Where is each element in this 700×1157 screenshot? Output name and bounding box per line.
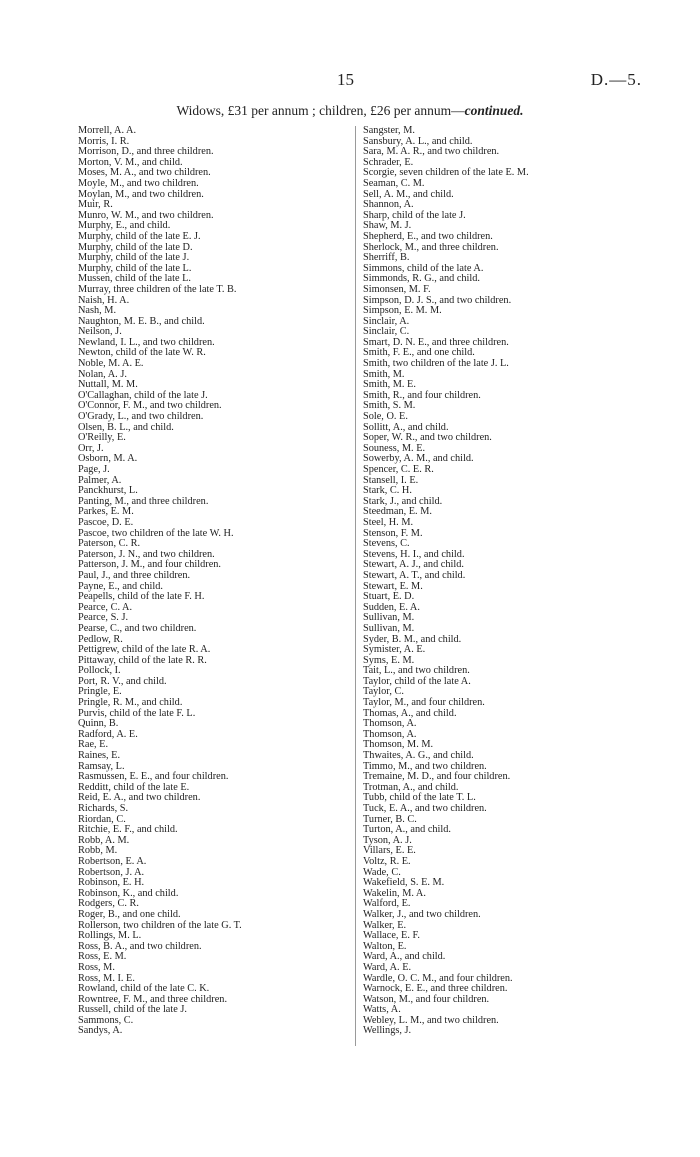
beneficiary-entry: Wakefield, S. E. M. bbox=[363, 877, 445, 889]
beneficiary-entry: Ross, M. bbox=[78, 961, 115, 973]
beneficiary-entry: Ritchie, E. F., and child. bbox=[78, 824, 178, 836]
page-number: 15 bbox=[337, 70, 354, 89]
beneficiary-entry: Raines, E. bbox=[78, 750, 121, 762]
beneficiary-entry: Pringle, E. bbox=[78, 686, 122, 698]
beneficiary-entry: Rollerson, two children of the late G. T. bbox=[78, 919, 242, 931]
beneficiary-entry: Sandys, A. bbox=[78, 1025, 123, 1037]
beneficiary-entry: Timmo, M., and two children. bbox=[363, 760, 487, 772]
beneficiary-entry: Purvis, child of the late F. L. bbox=[78, 707, 196, 719]
beneficiary-entry: Warnock, E. E., and three children. bbox=[363, 983, 508, 995]
beneficiary-entry: Smith, R., and four children. bbox=[363, 389, 481, 401]
beneficiary-entry: Osborn, M. A. bbox=[78, 453, 138, 465]
beneficiary-entry: Robertson, E. A. bbox=[78, 855, 147, 867]
beneficiary-entry: Pearse, C., and two children. bbox=[78, 622, 197, 634]
beneficiary-entry: Morris, I. R. bbox=[78, 135, 130, 147]
beneficiary-entry: Pedlow, R. bbox=[78, 633, 123, 645]
beneficiary-entry: Walton, E. bbox=[363, 940, 407, 952]
beneficiary-entry: Simmonds, R. G., and child. bbox=[363, 273, 480, 285]
beneficiary-entry: Neilson, J. bbox=[78, 326, 122, 338]
beneficiary-entry: Ward, A., and child. bbox=[363, 951, 446, 963]
beneficiary-entry: Morrison, D., and three children. bbox=[78, 146, 214, 158]
beneficiary-entry: Sowerby, A. M., and child. bbox=[363, 453, 474, 465]
beneficiary-entry: Sollitt, A., and child. bbox=[363, 421, 449, 433]
beneficiary-entry: Turton, A., and child. bbox=[363, 824, 452, 836]
beneficiary-entry: Ross, B. A., and two children. bbox=[78, 940, 202, 952]
beneficiary-entry: Murphy, child of the late E. J. bbox=[78, 230, 201, 242]
beneficiary-entry: Orr, J. bbox=[78, 442, 104, 454]
beneficiary-entry: Panting, M., and three children. bbox=[78, 495, 209, 507]
beneficiary-entry: Sudden, E. A. bbox=[363, 601, 420, 613]
beneficiary-entry: Voltz, R. E. bbox=[363, 855, 411, 867]
beneficiary-entry: Muir, R. bbox=[78, 199, 113, 211]
beneficiary-entry: Simmons, child of the late A. bbox=[363, 262, 484, 274]
beneficiary-entry: Sherlock, M., and three children. bbox=[363, 241, 499, 253]
beneficiary-entry: Wakelin, M. A. bbox=[363, 887, 426, 899]
beneficiary-entry: Robb, A. M. bbox=[78, 834, 130, 846]
beneficiary-entry: Riordan, C. bbox=[78, 813, 126, 825]
beneficiary-entry: Murphy, E., and child. bbox=[78, 220, 171, 232]
beneficiary-entry: Wade, C. bbox=[363, 866, 401, 878]
beneficiary-entry: Peapells, child of the late F. H. bbox=[78, 591, 205, 603]
beneficiary-entry: Thomson, A. bbox=[363, 728, 417, 740]
beneficiary-entry: Nolan, A. J. bbox=[78, 368, 127, 380]
beneficiary-entry: Stenson, F. M. bbox=[363, 527, 423, 539]
beneficiary-entry: Nash, M. bbox=[78, 305, 117, 317]
beneficiary-entry: Pearce, C. A. bbox=[78, 601, 133, 613]
beneficiary-entry: Wallace, E. F. bbox=[363, 930, 420, 942]
beneficiary-entry: Symister, A. E. bbox=[363, 644, 426, 656]
beneficiary-entry: Naughton, M. E. B., and child. bbox=[78, 315, 205, 327]
document-reference: D.—5. bbox=[590, 70, 642, 89]
beneficiary-entry: Naish, H. A. bbox=[78, 294, 130, 306]
beneficiary-entry: Roger, B., and one child. bbox=[78, 908, 181, 920]
beneficiary-entry: Nuttall, M. M. bbox=[78, 379, 138, 391]
beneficiary-entry: Sangster, M. bbox=[363, 125, 415, 136]
beneficiary-entry: Murray, three children of the late T. B. bbox=[78, 283, 237, 295]
beneficiary-entry: Sara, M. A. R., and two children. bbox=[363, 146, 500, 158]
beneficiary-entry: Rae, E. bbox=[78, 739, 109, 751]
beneficiary-entry: Sharp, child of the late J. bbox=[363, 209, 466, 221]
beneficiary-entry: Russell, child of the late J. bbox=[78, 1004, 187, 1016]
beneficiary-entry: Stansell, I. E. bbox=[363, 474, 419, 486]
beneficiary-entry: Shaw, M. J. bbox=[363, 220, 412, 232]
beneficiary-entry: Turner, B. C. bbox=[363, 813, 417, 825]
beneficiary-entry: Patterson, J. M., and four children. bbox=[78, 559, 221, 571]
beneficiary-entry: Taylor, M., and four children. bbox=[363, 697, 485, 709]
beneficiary-entry: Syder, B. M., and child. bbox=[363, 633, 462, 645]
beneficiary-entry: Sansbury, A. L., and child. bbox=[363, 135, 473, 147]
beneficiary-entry: Robb, M. bbox=[78, 845, 118, 857]
section-heading bbox=[0, 103, 700, 119]
beneficiary-entry: Stewart, A. J., and child. bbox=[363, 559, 464, 571]
beneficiary-entry: Shannon, A. bbox=[363, 199, 414, 211]
beneficiary-entry: Noble, M. A. E. bbox=[78, 358, 144, 370]
beneficiary-entry: Newland, I. L., and two children. bbox=[78, 336, 215, 348]
beneficiary-entry: O'Callaghan, child of the late J. bbox=[78, 389, 208, 401]
beneficiary-entry: O'Reilly, E. bbox=[78, 432, 126, 444]
beneficiary-entry: Thomson, A. bbox=[363, 718, 417, 730]
beneficiary-entry: Rollings, M. L. bbox=[78, 930, 142, 942]
beneficiary-entry: Spencer, C. E. R. bbox=[363, 464, 434, 475]
beneficiary-entry: Watts, A. bbox=[363, 1004, 401, 1016]
beneficiary-entry: Stark, C. H. bbox=[363, 485, 412, 497]
beneficiary-entry: Shepherd, E., and two children. bbox=[363, 230, 493, 242]
beneficiary-entry: Tremaine, M. D., and four children. bbox=[363, 771, 511, 783]
beneficiary-entry: Robertson, J. A. bbox=[78, 866, 145, 878]
beneficiary-entry: Smith, M. bbox=[363, 368, 405, 380]
beneficiary-entry: Parkes, E. M. bbox=[78, 506, 134, 518]
beneficiary-entry: Stewart, E. M. bbox=[363, 580, 423, 592]
beneficiary-entry: Morton, V. M., and child. bbox=[78, 156, 183, 168]
beneficiary-entry: Pascoe, D. E. bbox=[78, 516, 134, 528]
beneficiary-entry: Smith, M. E. bbox=[363, 379, 416, 391]
beneficiary-entry: Schrader, E. bbox=[363, 156, 414, 168]
beneficiary-entry: Pittaway, child of the late R. R. bbox=[78, 654, 207, 666]
beneficiary-entry: Rasmussen, E. E., and four children. bbox=[78, 771, 229, 783]
beneficiary-entry: Sinclair, A. bbox=[363, 315, 410, 327]
beneficiary-entry: Paul, J., and three children. bbox=[78, 569, 191, 581]
beneficiary-entry: Tuck, E. A., and two children. bbox=[363, 803, 487, 814]
beneficiary-entry: Villars, E. E. bbox=[363, 845, 416, 857]
beneficiary-entry: Taylor, child of the late A. bbox=[363, 675, 471, 687]
column-divider bbox=[355, 126, 356, 1046]
beneficiary-entry: Newton, child of the late W. R. bbox=[78, 347, 206, 359]
beneficiary-entry: Tait, L., and two children. bbox=[363, 665, 470, 677]
beneficiary-entry: Watson, M., and four children. bbox=[363, 993, 490, 1005]
beneficiary-entry: Paterson, J. N., and two children. bbox=[78, 548, 215, 560]
beneficiary-entry: Tubb, child of the late T. L. bbox=[363, 792, 476, 804]
beneficiary-entry: Sole, O. E. bbox=[363, 411, 408, 423]
beneficiary-entry: Wellings, J. bbox=[363, 1025, 412, 1037]
beneficiary-entry: Soper, W. R., and two children. bbox=[363, 432, 492, 444]
beneficiary-entry: Moyle, M., and two children. bbox=[78, 177, 199, 189]
beneficiary-entry: Radford, A. E. bbox=[78, 728, 138, 740]
section-heading-main: Widows, £31 per annum ; children, £26 per annum— bbox=[176, 103, 465, 118]
beneficiary-entry: Murphy, child of the late J. bbox=[78, 252, 190, 264]
beneficiary-entry: Robinson, K., and child. bbox=[78, 887, 179, 899]
beneficiary-entry: Trotman, A., and child. bbox=[363, 781, 459, 793]
beneficiary-entry: Sullivan, M. bbox=[363, 612, 415, 624]
beneficiary-entry: Thomson, M. M. bbox=[363, 739, 434, 751]
beneficiary-entry: Reid, E. A., and two children. bbox=[78, 792, 201, 804]
beneficiary-entry: Simpson, E. M. M. bbox=[363, 305, 442, 317]
left-name-column bbox=[78, 126, 242, 1037]
beneficiary-entry: Sullivan, M. bbox=[363, 622, 415, 634]
beneficiary-entry: Rodgers, C. R. bbox=[78, 898, 139, 910]
beneficiary-entry: Olsen, B. L., and child. bbox=[78, 421, 174, 433]
beneficiary-entry: Ramsay, L. bbox=[78, 760, 125, 772]
beneficiary-entry: Moses, M. A., and two children. bbox=[78, 167, 211, 179]
beneficiary-entry: Sell, A. M., and child. bbox=[363, 188, 454, 200]
beneficiary-entry: Syms, E. M. bbox=[363, 654, 415, 666]
beneficiary-entry: Murphy, child of the late L. bbox=[78, 262, 192, 274]
beneficiary-entry: O'Connor, F. M., and two children. bbox=[78, 400, 222, 412]
beneficiary-entry: Walford, E. bbox=[363, 898, 411, 910]
beneficiary-entry: Souness, M. E. bbox=[363, 442, 426, 454]
beneficiary-entry: Stark, J., and child. bbox=[363, 495, 443, 507]
beneficiary-entry: Moylan, M., and two children. bbox=[78, 188, 204, 200]
beneficiary-entry: Smith, S. M. bbox=[363, 400, 416, 412]
beneficiary-entry: Smart, D. N. E., and three children. bbox=[363, 336, 509, 348]
beneficiary-entry: Rowland, child of the late C. K. bbox=[78, 983, 210, 995]
beneficiary-entry: Smith, two children of the late J. L. bbox=[363, 358, 509, 370]
beneficiary-entry: Ross, E. M. bbox=[78, 951, 127, 963]
beneficiary-entry: Sherriff, B. bbox=[363, 252, 410, 264]
beneficiary-entry: Sammons, C. bbox=[78, 1014, 134, 1026]
beneficiary-entry: Sinclair, C. bbox=[363, 326, 410, 338]
beneficiary-entry: Payne, E., and child. bbox=[78, 580, 163, 592]
beneficiary-entry: Stevens, C. bbox=[363, 538, 410, 550]
beneficiary-entry: Paterson, C. R. bbox=[78, 538, 141, 550]
beneficiary-entry: Rowntree, F. M., and three children. bbox=[78, 993, 228, 1005]
beneficiary-entry: Pollock, I. bbox=[78, 665, 121, 677]
beneficiary-entry: Murphy, child of the late D. bbox=[78, 241, 193, 253]
beneficiary-entry: O'Grady, L., and two children. bbox=[78, 411, 204, 423]
beneficiary-entry: Simpson, D. J. S., and two children. bbox=[363, 294, 512, 306]
beneficiary-entry: Seaman, C. M. bbox=[363, 177, 425, 189]
beneficiary-entry: Munro, W. M., and two children. bbox=[78, 209, 214, 221]
beneficiary-entry: Simonsen, M. F. bbox=[363, 283, 431, 295]
beneficiary-entry: Pettigrew, child of the late R. A. bbox=[78, 644, 211, 656]
beneficiary-entry: Thwaites, A. G., and child. bbox=[363, 750, 474, 762]
beneficiary-entry: Taylor, C. bbox=[363, 686, 404, 698]
beneficiary-entry: Stuart, E. D. bbox=[363, 591, 415, 603]
beneficiary-entry: Webley, L. M., and two children. bbox=[363, 1014, 499, 1026]
beneficiary-entry: Thomas, A., and child. bbox=[363, 707, 457, 719]
beneficiary-entry: Walker, J., and two children. bbox=[363, 908, 481, 920]
beneficiary-entry: Robinson, E. H. bbox=[78, 877, 145, 889]
beneficiary-entry: Ross, M. I. E. bbox=[78, 972, 135, 984]
beneficiary-entry: Mussen, child of the late L. bbox=[78, 273, 191, 285]
beneficiary-entry: Redditt, child of the late E. bbox=[78, 781, 190, 793]
beneficiary-entry: Pearce, S. J. bbox=[78, 612, 129, 624]
beneficiary-entry: Scorgie, seven children of the late E. M. bbox=[363, 167, 529, 179]
beneficiary-entry: Quinn, B. bbox=[78, 718, 119, 730]
beneficiary-entry: Tyson, A. J. bbox=[363, 834, 412, 846]
beneficiary-entry: Steedman, E. M. bbox=[363, 506, 432, 518]
beneficiary-entry: Morrell, A. A. bbox=[78, 125, 137, 136]
beneficiary-entry: Smith, F. E., and one child. bbox=[363, 347, 475, 359]
beneficiary-entry: Panckhurst, L. bbox=[78, 485, 138, 497]
beneficiary-entry: Pringle, R. M., and child. bbox=[78, 697, 183, 709]
beneficiary-entry: Palmer, A. bbox=[78, 474, 122, 486]
beneficiary-entry: Ward, A. E. bbox=[363, 961, 412, 973]
section-heading-continued: continued. bbox=[464, 103, 524, 118]
beneficiary-entry: Steel, H. M. bbox=[363, 516, 414, 528]
beneficiary-entry: Page, J. bbox=[78, 464, 110, 475]
beneficiary-entry: Stewart, A. T., and child. bbox=[363, 569, 466, 581]
beneficiary-entry: Stevens, H. I., and child. bbox=[363, 548, 465, 560]
right-name-column bbox=[363, 126, 529, 1037]
beneficiary-entry: Pascoe, two children of the late W. H. bbox=[78, 527, 234, 539]
beneficiary-entry: Wardle, O. C. M., and four children. bbox=[363, 972, 513, 984]
beneficiary-entry: Walker, E. bbox=[363, 919, 407, 931]
beneficiary-entry: Port, R. V., and child. bbox=[78, 675, 167, 687]
beneficiary-entry: Richards, S. bbox=[78, 803, 129, 814]
